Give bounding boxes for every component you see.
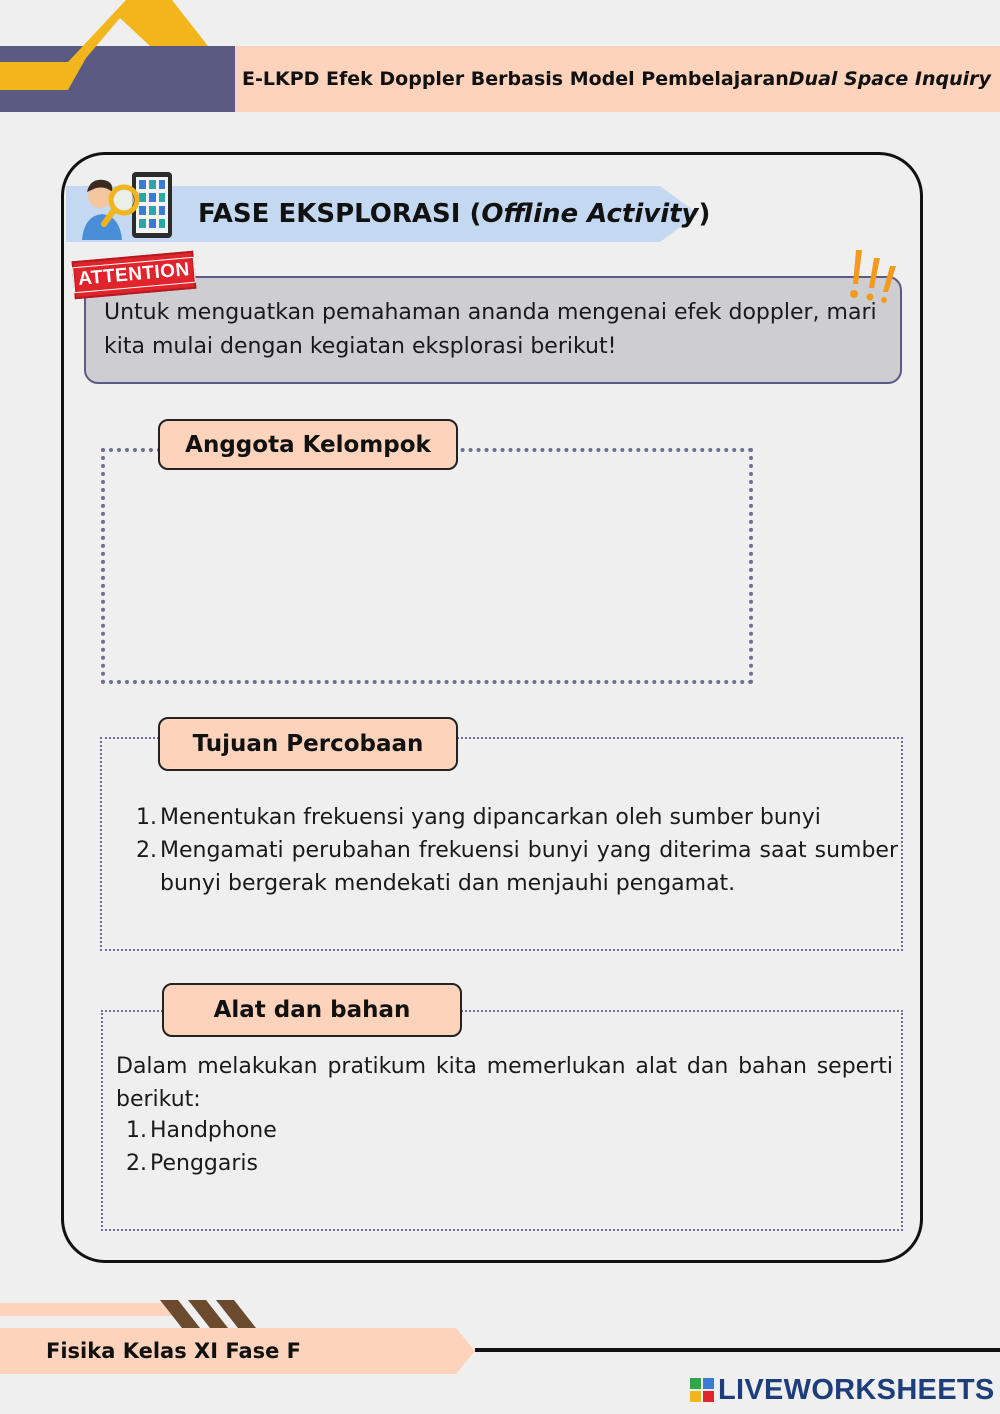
attention-stamp-label: ATTENTION <box>72 257 196 294</box>
list-item-text: Penggaris <box>150 1151 258 1176</box>
footer-stripes-decoration <box>160 1300 270 1328</box>
group-members-label: Anggota Kelompok <box>158 419 458 470</box>
liveworksheets-text: LIVEWORKSHEETS <box>718 1373 995 1406</box>
list-item-text: Mengamati perubahan frekuensi bunyi yang diterima saat sumber bunyi bergerak mendekati dan menjauhi pengamat. <box>160 838 898 896</box>
attention-text: Untuk menguatkan pemahaman ananda mengenai efek doppler, mari kita mulai dengan kegiatan eksplorasi berikut! <box>104 300 877 359</box>
document-title <box>242 46 994 112</box>
researcher-magnifier-icon <box>76 170 186 244</box>
materials-list <box>126 1114 426 1180</box>
list-item <box>136 834 898 900</box>
materials-intro: Dalam melakukan pratikum kita memerlukan alat dan bahan seperti berikut: <box>116 1054 893 1112</box>
list-item-number: 1. <box>126 1118 147 1143</box>
list-item-number: 2. <box>126 1151 147 1176</box>
document-title-main: E-LKPD Efek Doppler Berbasis Model Pembelajaran <box>242 68 789 90</box>
list-item <box>126 1114 426 1147</box>
footer-text: Fisika Kelas XI Fase F <box>46 1339 302 1363</box>
objectives-label: Tujuan Percobaan <box>158 717 458 771</box>
list-item-number: 2. <box>136 838 157 863</box>
phase-title <box>198 186 711 242</box>
list-item <box>136 801 898 834</box>
footer-line <box>475 1348 1000 1352</box>
liveworksheets-icon <box>690 1378 714 1402</box>
liveworksheets-logo[interactable] <box>690 1372 995 1408</box>
footer-accent-strip <box>0 1303 175 1316</box>
phase-title-main: FASE EKSPLORASI ( <box>198 199 482 229</box>
header-decoration <box>0 0 240 115</box>
phase-title-italic: Offline Activity <box>481 199 699 229</box>
materials-label: Alat dan bahan <box>162 983 462 1037</box>
list-item <box>126 1147 426 1180</box>
list-item-text: Menentukan frekuensi yang dipancarkan oleh sumber bunyi <box>160 805 821 830</box>
document-title-italic: Dual Space Inquiry <box>788 68 991 90</box>
list-item-number: 1. <box>136 805 157 830</box>
objectives-list <box>136 801 898 900</box>
group-members-box[interactable] <box>101 448 753 684</box>
list-item-text: Handphone <box>150 1118 277 1143</box>
exclamation-icon <box>840 246 904 306</box>
phase-title-close: ) <box>698 199 711 229</box>
